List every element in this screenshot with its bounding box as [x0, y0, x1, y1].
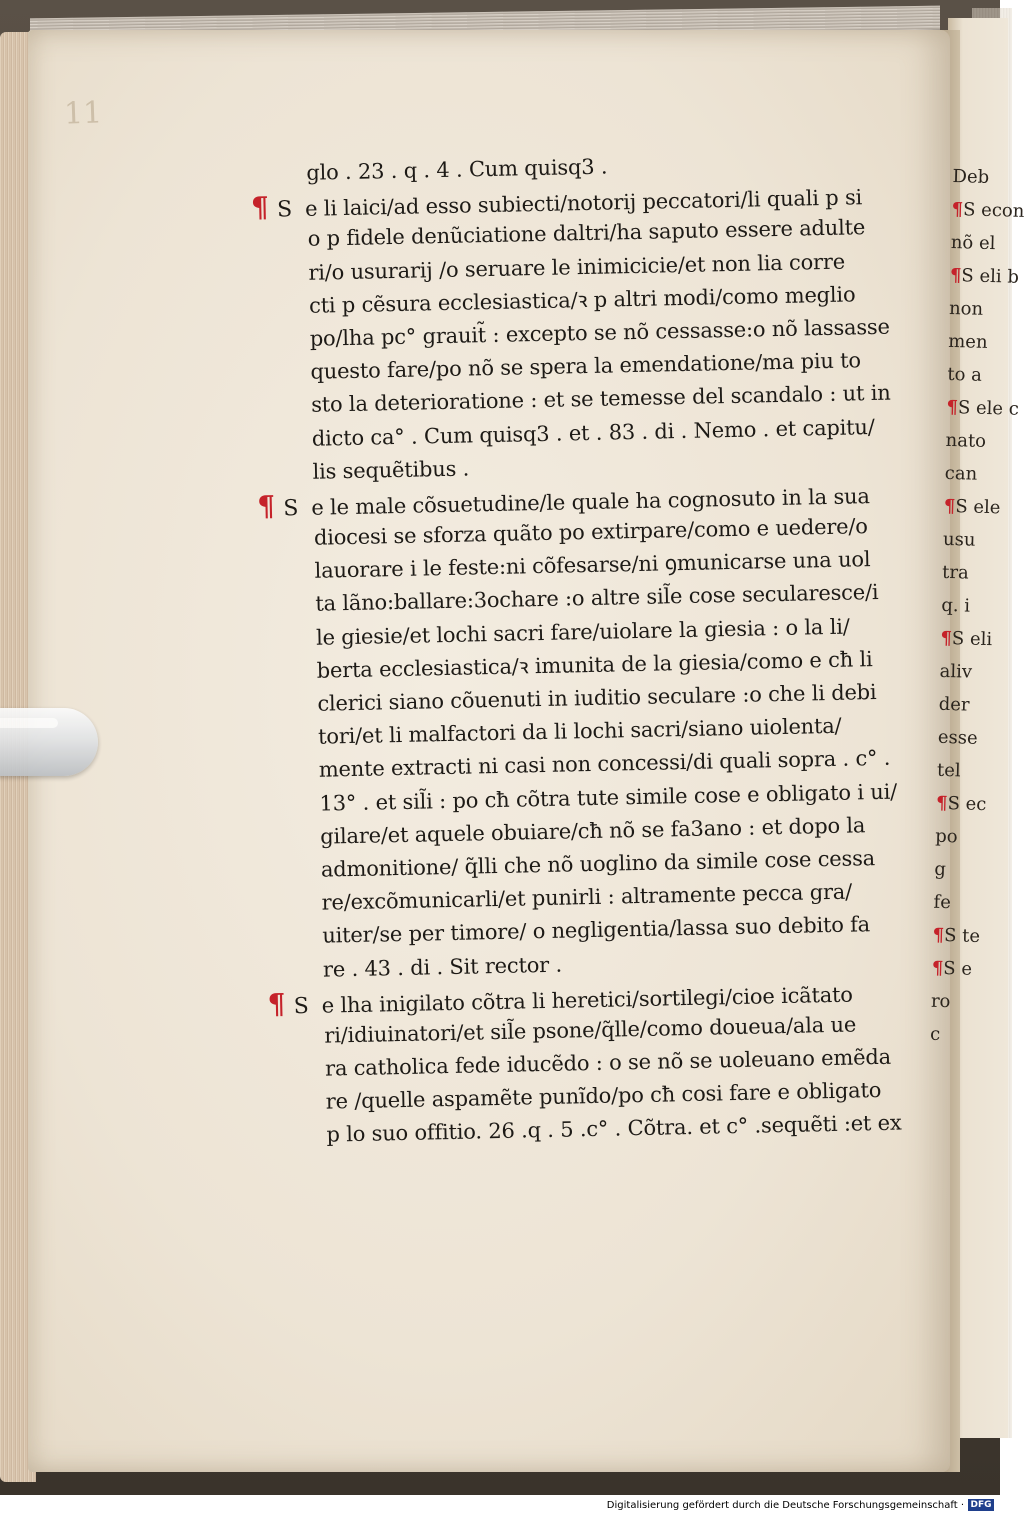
facing-fragment-text: Deb	[952, 165, 990, 188]
line-text: e li laici/ad esso subiecti/notorij peccatori/li quali p si	[304, 185, 863, 222]
line-text: re . 43 . di . Sit rector .	[322, 952, 563, 982]
facing-fragment	[942, 556, 993, 590]
facing-fragment	[930, 1018, 981, 1052]
facing-fragment	[940, 622, 991, 656]
facing-rubric: ¶	[932, 924, 945, 947]
initial-capital: S	[293, 993, 309, 1019]
line-text: le giesie/et lochi sacri fare/uiolare la giesia : o la li/	[315, 614, 850, 650]
line-text: glo . 23 . q . 4 . Cum quisq3 .	[306, 154, 608, 185]
rubric-pilcrow: ¶	[250, 190, 270, 225]
line-text: ri/o usurarij /o seruare le inimicicie/et non lia corre	[308, 249, 846, 285]
line-text: tori/et li malfactori da li lochi sacri/siano uiolenta/	[317, 713, 842, 749]
line-text: lis sequẽtibus .	[312, 456, 470, 484]
facing-fragment-text: nõ el	[950, 231, 996, 255]
facing-fragment-text: to a	[947, 363, 983, 386]
facing-fragment	[949, 259, 1020, 293]
facing-fragment-text: fe	[933, 891, 952, 914]
line-text: mente extracti ni casi non concessi/di quali sopra . c° .	[318, 746, 891, 783]
facing-fragment-text: usu	[942, 528, 976, 551]
facing-rubric: ¶	[931, 957, 944, 980]
facing-fragment-text: po	[935, 825, 958, 848]
facing-fragment	[944, 457, 995, 491]
facing-fragment	[931, 985, 982, 1019]
page-clip	[0, 708, 98, 776]
facing-fragment-text: nato	[945, 429, 987, 452]
initial-capital: S	[283, 495, 299, 522]
facing-fragment	[934, 853, 985, 887]
facing-fragment	[947, 358, 998, 392]
facing-fragment-text: aliv	[939, 660, 973, 683]
facing-fragment-text: q. i	[941, 594, 971, 617]
line-text: po/lha pc° grauit̃ : excepto se nõ cessasse:o nõ lassasse	[309, 314, 890, 351]
line-text: diocesi se sforza quãto po extirpare/como e uedere/o	[313, 514, 868, 550]
facing-fragment	[932, 919, 983, 953]
facing-fragment-text: men	[947, 330, 988, 353]
line-text: re/excõmunicarli/et punirli : altramente pecca gra/	[321, 879, 853, 915]
dfg-logo: DFG	[968, 1499, 994, 1511]
facing-fragment	[936, 787, 987, 821]
line-text: cti p cẽsura ecclesiastica/ꝛ p altri modi/como meglio	[308, 282, 856, 318]
line-text: clerici siano cõuenuti in iuditio seculare :o che li debi	[317, 680, 877, 716]
facing-rubric: ¶	[935, 792, 948, 815]
facing-fragment-text: S ele	[955, 496, 1001, 519]
line-text: ri/idiuinatori/et sil̃e psone/q̃lle/como doueua/ala ue	[324, 1012, 857, 1048]
facing-rubric: ¶	[940, 627, 953, 650]
line-text: dicto ca° . Cum quisq3 . et . 83 . di . Nemo . et capitu/	[311, 414, 875, 451]
facing-fragment	[952, 160, 1003, 194]
bleed-through-mark: 11	[63, 95, 103, 132]
line-text: ra catholica fede iducẽdo : o se nõ se uoleuano emẽda	[324, 1044, 892, 1081]
facing-fragment	[933, 886, 984, 920]
facing-fragment-text: non	[948, 297, 984, 320]
line-text: e le male cõsuetudine/le quale ha cognosuto in la sua	[311, 483, 870, 520]
facing-fragment	[935, 820, 986, 854]
facing-rubric: ¶	[946, 396, 959, 419]
facing-fragment-text: S te	[943, 925, 981, 947]
facing-fragment-text: c	[929, 1023, 941, 1045]
facing-rubric: ¶	[951, 198, 964, 221]
facing-fragment-text: g	[934, 858, 947, 881]
facing-fragment	[943, 490, 1001, 524]
facing-fragment	[950, 226, 1001, 260]
footer-credit: Digitalisierung gefördert durch die Deutsche Forschungsgemeinschaft ·	[606, 1500, 964, 1511]
line-text: uiter/se per timore/ o negligentia/lassa suo debito fa	[322, 912, 871, 948]
facing-fragment-text: S eli b	[961, 265, 1020, 288]
clip-highlight	[0, 718, 58, 728]
facing-fragment-text: der	[938, 693, 970, 716]
line-text: questo fare/po nõ se spera la emendatione/ma piu to	[310, 348, 862, 384]
line-text: p lo suo offitio. 26 .q . 5 .c° . Cõtra. et c° .sequẽti :et ex	[326, 1111, 902, 1148]
rubric-pilcrow: ¶	[267, 987, 286, 1021]
facing-fragment-text: S ec	[947, 793, 987, 816]
facing-rubric: ¶	[943, 495, 956, 518]
facing-fragment	[946, 391, 1020, 425]
line-text: gilare/et aquele obuiare/cħ nõ se fa3ano : et dopo la	[319, 813, 866, 849]
facing-fragment-text: S econ	[962, 199, 1025, 222]
facing-fragment-text: tra	[941, 561, 970, 584]
facing-fragment	[949, 292, 1000, 326]
line-text: ta lãno:ballare:3ochare :o altre sil̃e cose secularesce/i	[315, 580, 879, 617]
facing-fragment	[939, 655, 990, 689]
main-text-block	[250, 144, 921, 1153]
line-text: sto la deterioratione : et se temesse del scandalo : ut in	[310, 380, 891, 418]
facing-fragment-text: ro	[930, 990, 951, 1013]
line-text: lauorare i le feste:ni cõfesarse/ni ꝯmunicarse una uol	[314, 547, 871, 583]
facing-fragment-text: esse	[937, 726, 978, 749]
line-text: o p fidele denũciatione daltri/ha saputo essere adulte	[307, 215, 866, 252]
line-text: berta ecclesiastica/ꝛ imunita de la giesia/como e cħ li	[316, 646, 873, 683]
facing-fragment	[937, 721, 988, 755]
facing-fragment-text: can	[944, 462, 978, 485]
initial-capital: S	[276, 197, 293, 223]
facing-fragment-text: S eli	[951, 628, 993, 651]
facing-fragment	[938, 688, 989, 722]
facing-fragment-text: tel	[936, 759, 961, 782]
facing-fragment	[945, 424, 996, 458]
line-text: re /quelle aspamẽte punĩdo/po cħ cosi fare e obligato	[325, 1078, 882, 1114]
facing-rubric: ¶	[949, 264, 962, 287]
rubric-pilcrow: ¶	[256, 489, 276, 523]
line-text: e lha inigilato cõtra li heretici/sortilegi/cioe icãtato	[321, 982, 853, 1018]
facing-fragment	[951, 193, 1025, 227]
facing-fragment	[931, 952, 982, 986]
line-text: 13° . et sil̃i : po cħ cõtra tute simile cose e obligato i ui/	[319, 779, 898, 816]
facing-fragment	[941, 589, 992, 623]
facing-fragment	[937, 754, 988, 788]
facing-fragment	[948, 325, 999, 359]
facing-fragment-text: S ele c	[957, 397, 1020, 420]
facing-fragment-text: S e	[943, 958, 973, 980]
facing-fragment	[943, 523, 994, 557]
line-text: admonitione/ q̃lli che nõ uoglino da simile cose cessa	[320, 846, 876, 882]
